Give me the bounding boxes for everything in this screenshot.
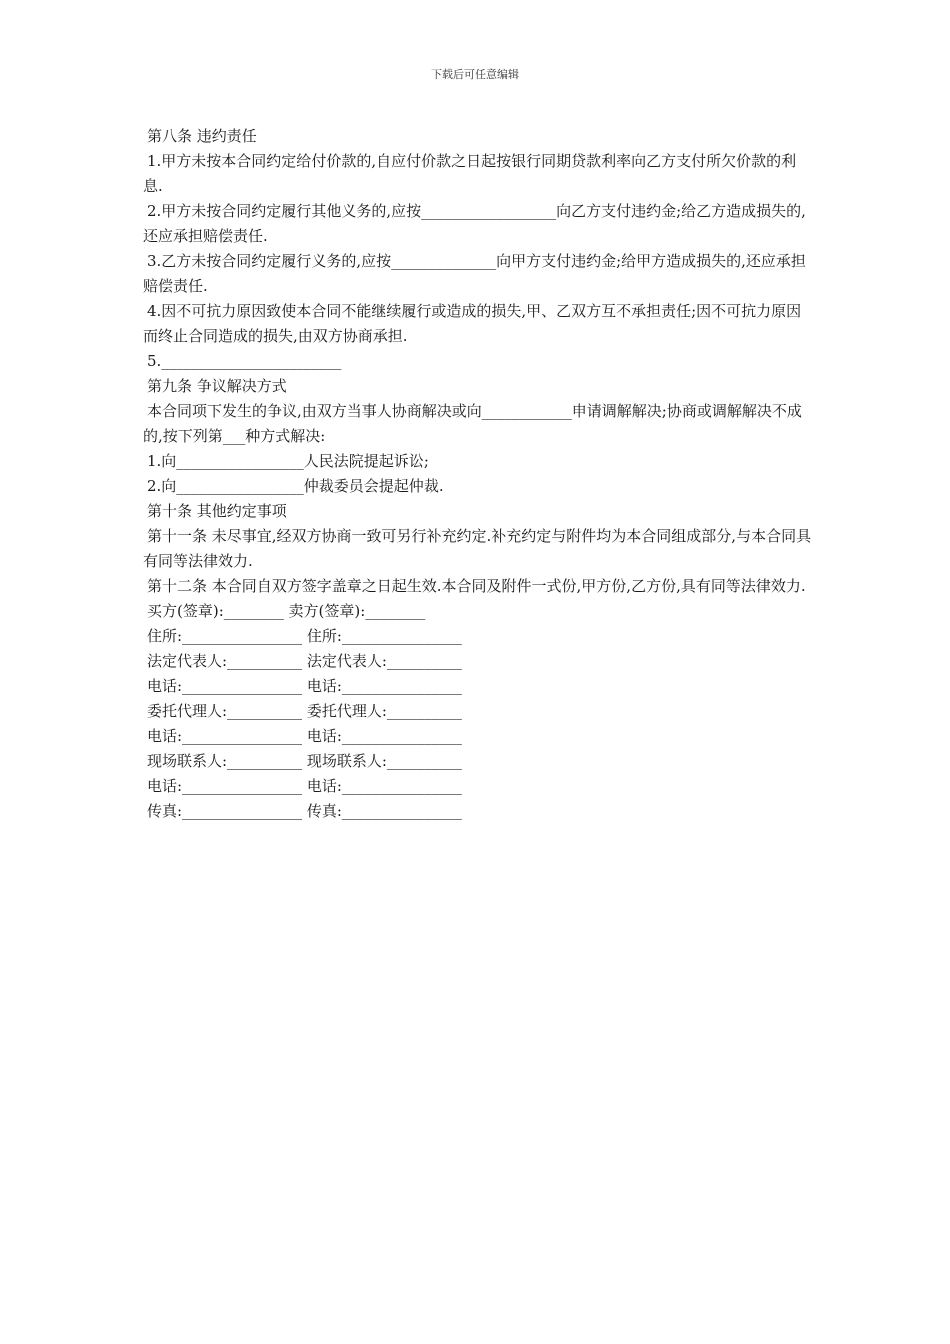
article-8-clause-1: 1.甲方未按本合同约定给付价款的,自应付价款之日起按银行同期贷款利率向乙方支付所欠价款的利息. <box>143 152 797 195</box>
article-9-option-1: 1.向_________________人民法院提起诉讼; <box>147 452 429 470</box>
signature-row-phone: 电话:________________ 电话:________________ <box>147 677 462 695</box>
article-12: 第十二条 本合同自双方签字盖章之日起生效.本合同及附件一式份,甲方份,乙方份,具有同等法律效力. <box>147 577 806 595</box>
page-header: 下载后可任意编辑 <box>431 68 519 81</box>
document-body <box>143 124 815 824</box>
article-11: 第十一条 未尽事宜,经双方协商一致可另行补充约定.补充约定与附件均为本合同组成部分,与本合同具有同等法律效力. <box>143 527 812 570</box>
article-8-clause-2: 2.甲方未按合同约定履行其他义务的,应按__________________向乙方支付违约金;给乙方造成损失的,还应承担赔偿责任. <box>143 202 806 245</box>
article-8-clause-3: 3.乙方未按合同约定履行义务的,应按______________向甲方支付违约金;给甲方造成损失的,还应承担赔偿责任. <box>143 252 806 295</box>
signature-block <box>143 599 815 824</box>
signature-row-site-contact: 现场联系人:__________ 现场联系人:__________ <box>147 752 462 770</box>
signature-row-seal: 买方(签章):________ 卖方(签章):________ <box>147 602 426 620</box>
article-8-heading: 第八条 违约责任 <box>147 127 257 145</box>
article-8-clause-5: 5.________________________ <box>147 352 342 370</box>
signature-row-fax: 传真:________________ 传真:________________ <box>147 802 462 820</box>
signature-row-legal-rep: 法定代表人:__________ 法定代表人:__________ <box>147 652 462 670</box>
signature-row-agent: 委托代理人:__________ 委托代理人:__________ <box>147 702 462 720</box>
signature-row-phone: 电话:________________ 电话:________________ <box>147 777 462 795</box>
signature-row-phone: 电话:________________ 电话:________________ <box>147 727 462 745</box>
article-9-body: 本合同项下发生的争议,由双方当事人协商解决或向____________申请调解解决;协商或调解解决不成的,按下列第___种方式解决: <box>143 402 802 445</box>
article-9-option-2: 2.向_________________仲裁委员会提起仲裁. <box>147 477 444 495</box>
article-10-heading: 第十条 其他约定事项 <box>147 502 287 520</box>
article-8-clause-4: 4.因不可抗力原因致使本合同不能继续履行或造成的损失,甲、乙双方互不承担责任;因不可抗力原因而终止合同造成的损失,由双方协商承担. <box>143 302 802 345</box>
signature-row-address: 住所:________________ 住所:________________ <box>147 627 462 645</box>
article-9-heading: 第九条 争议解决方式 <box>147 377 287 395</box>
